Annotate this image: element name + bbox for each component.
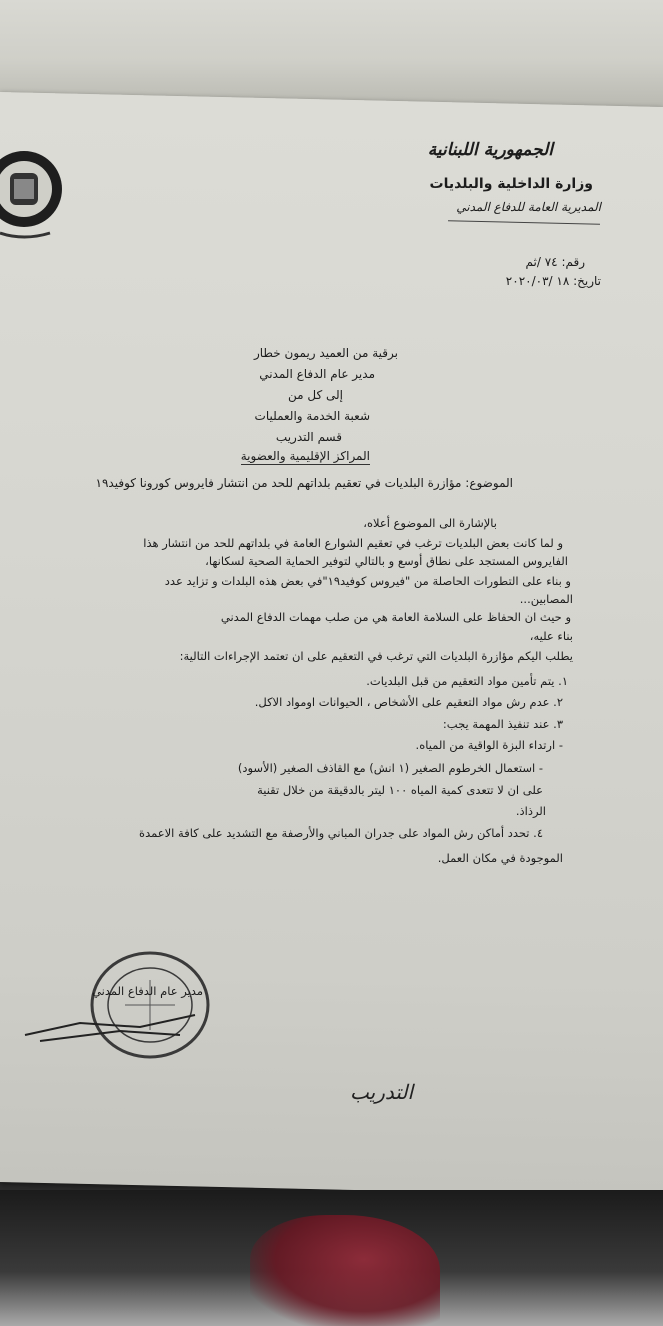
recipient-dept-2: قسم التدريب xyxy=(275,430,342,444)
ministry-heading: وزارة الداخلية والبلديات xyxy=(429,176,593,192)
sender-title: مدير عام الدفاع المدني xyxy=(259,367,375,381)
procedure-item-1: ١. يتم تأمين مواد التعقيم من قبل البلديات. xyxy=(366,674,568,688)
body-line: و حيث ان الحفاظ على السلامة العامة هي من صلب مهمات الدفاع المدني xyxy=(220,610,571,624)
body-line: بالإشارة الى الموضوع أعلاه، xyxy=(363,516,497,530)
procedure-subitem-cont: الرذاذ. xyxy=(515,804,546,818)
body-line: بناء عليه، xyxy=(529,629,573,643)
handwritten-note: التدريب xyxy=(350,1080,414,1104)
recipient-dept-3: المراكز الإقليمية والعضوية xyxy=(241,449,370,465)
procedure-subitem: - ارتداء البزة الواقية من المياه. xyxy=(415,738,563,752)
signatory-title: مدير عام الدفاع المدني xyxy=(92,984,203,998)
procedure-subitem-cont: على ان لا تتعدى كمية المياه ١٠٠ ليتر بالدقيقة من خلال تقنية xyxy=(257,783,543,797)
reference-date: تاريخ: ١٨ /٢٠٢٠/٠٣ xyxy=(505,274,601,288)
body-line: المصابين... xyxy=(519,592,573,606)
procedure-subitem: - استعمال الخرطوم الصغير (١ انش) مع القاذف الصغير (الأسود) xyxy=(237,761,543,775)
reference-number: رقم: ٧٤ /ثم xyxy=(525,255,585,269)
republic-heading: الجمهورية اللبنانية xyxy=(427,140,553,160)
body-line: و بناء على التطورات الحاصلة من "فيروس كوفيد١٩"في بعض هذه البلدات و تزايد عدد xyxy=(164,574,571,588)
body-line: يطلب اليكم مؤازرة البلديات التي ترغب في التعقيم على ان تعتمد الإجراءات التالية: xyxy=(179,649,573,663)
procedure-item-3: ٣. عند تنفيذ المهمة يجب: xyxy=(442,717,563,731)
recipient-dept-1: شعبة الخدمة والعمليات xyxy=(254,409,370,423)
telegram-from: برقية من العميد ريمون خطار xyxy=(253,346,398,360)
subject-line: الموضوع: مؤازرة البلديات في تعقيم بلداتهم للحد من انتشار فايروس كورونا كوفيد١٩ xyxy=(95,476,513,490)
procedure-item-2: ٢. عدم رش مواد التعقيم على الأشخاص ، الحيوانات اومواد الاكل. xyxy=(254,695,563,709)
civil-defense-emblem xyxy=(0,145,66,245)
directorate-heading: المديرية العامة للدفاع المدني xyxy=(456,200,601,214)
procedure-item-4: ٤. تحدد أماكن رش المواد على جدران المباني والأرصفة مع التشديد على كافة الاعمدة xyxy=(139,826,543,840)
body-line: و لما كانت بعض البلديات ترغب في تعقيم الشوارع العامة في بلداتهم للحد من انتشار هذا xyxy=(143,536,563,550)
body-line: الفايروس المستجد على نطاق أوسع و بالتالي لتوفير الحماية الصحية لسكانها، xyxy=(205,554,568,568)
procedure-item-4-cont: الموجودة في مكان العمل. xyxy=(437,851,563,865)
red-fabric xyxy=(250,1215,440,1326)
recipients-intro: إلى كل من xyxy=(288,388,343,402)
signature-scrawl xyxy=(20,1005,200,1045)
